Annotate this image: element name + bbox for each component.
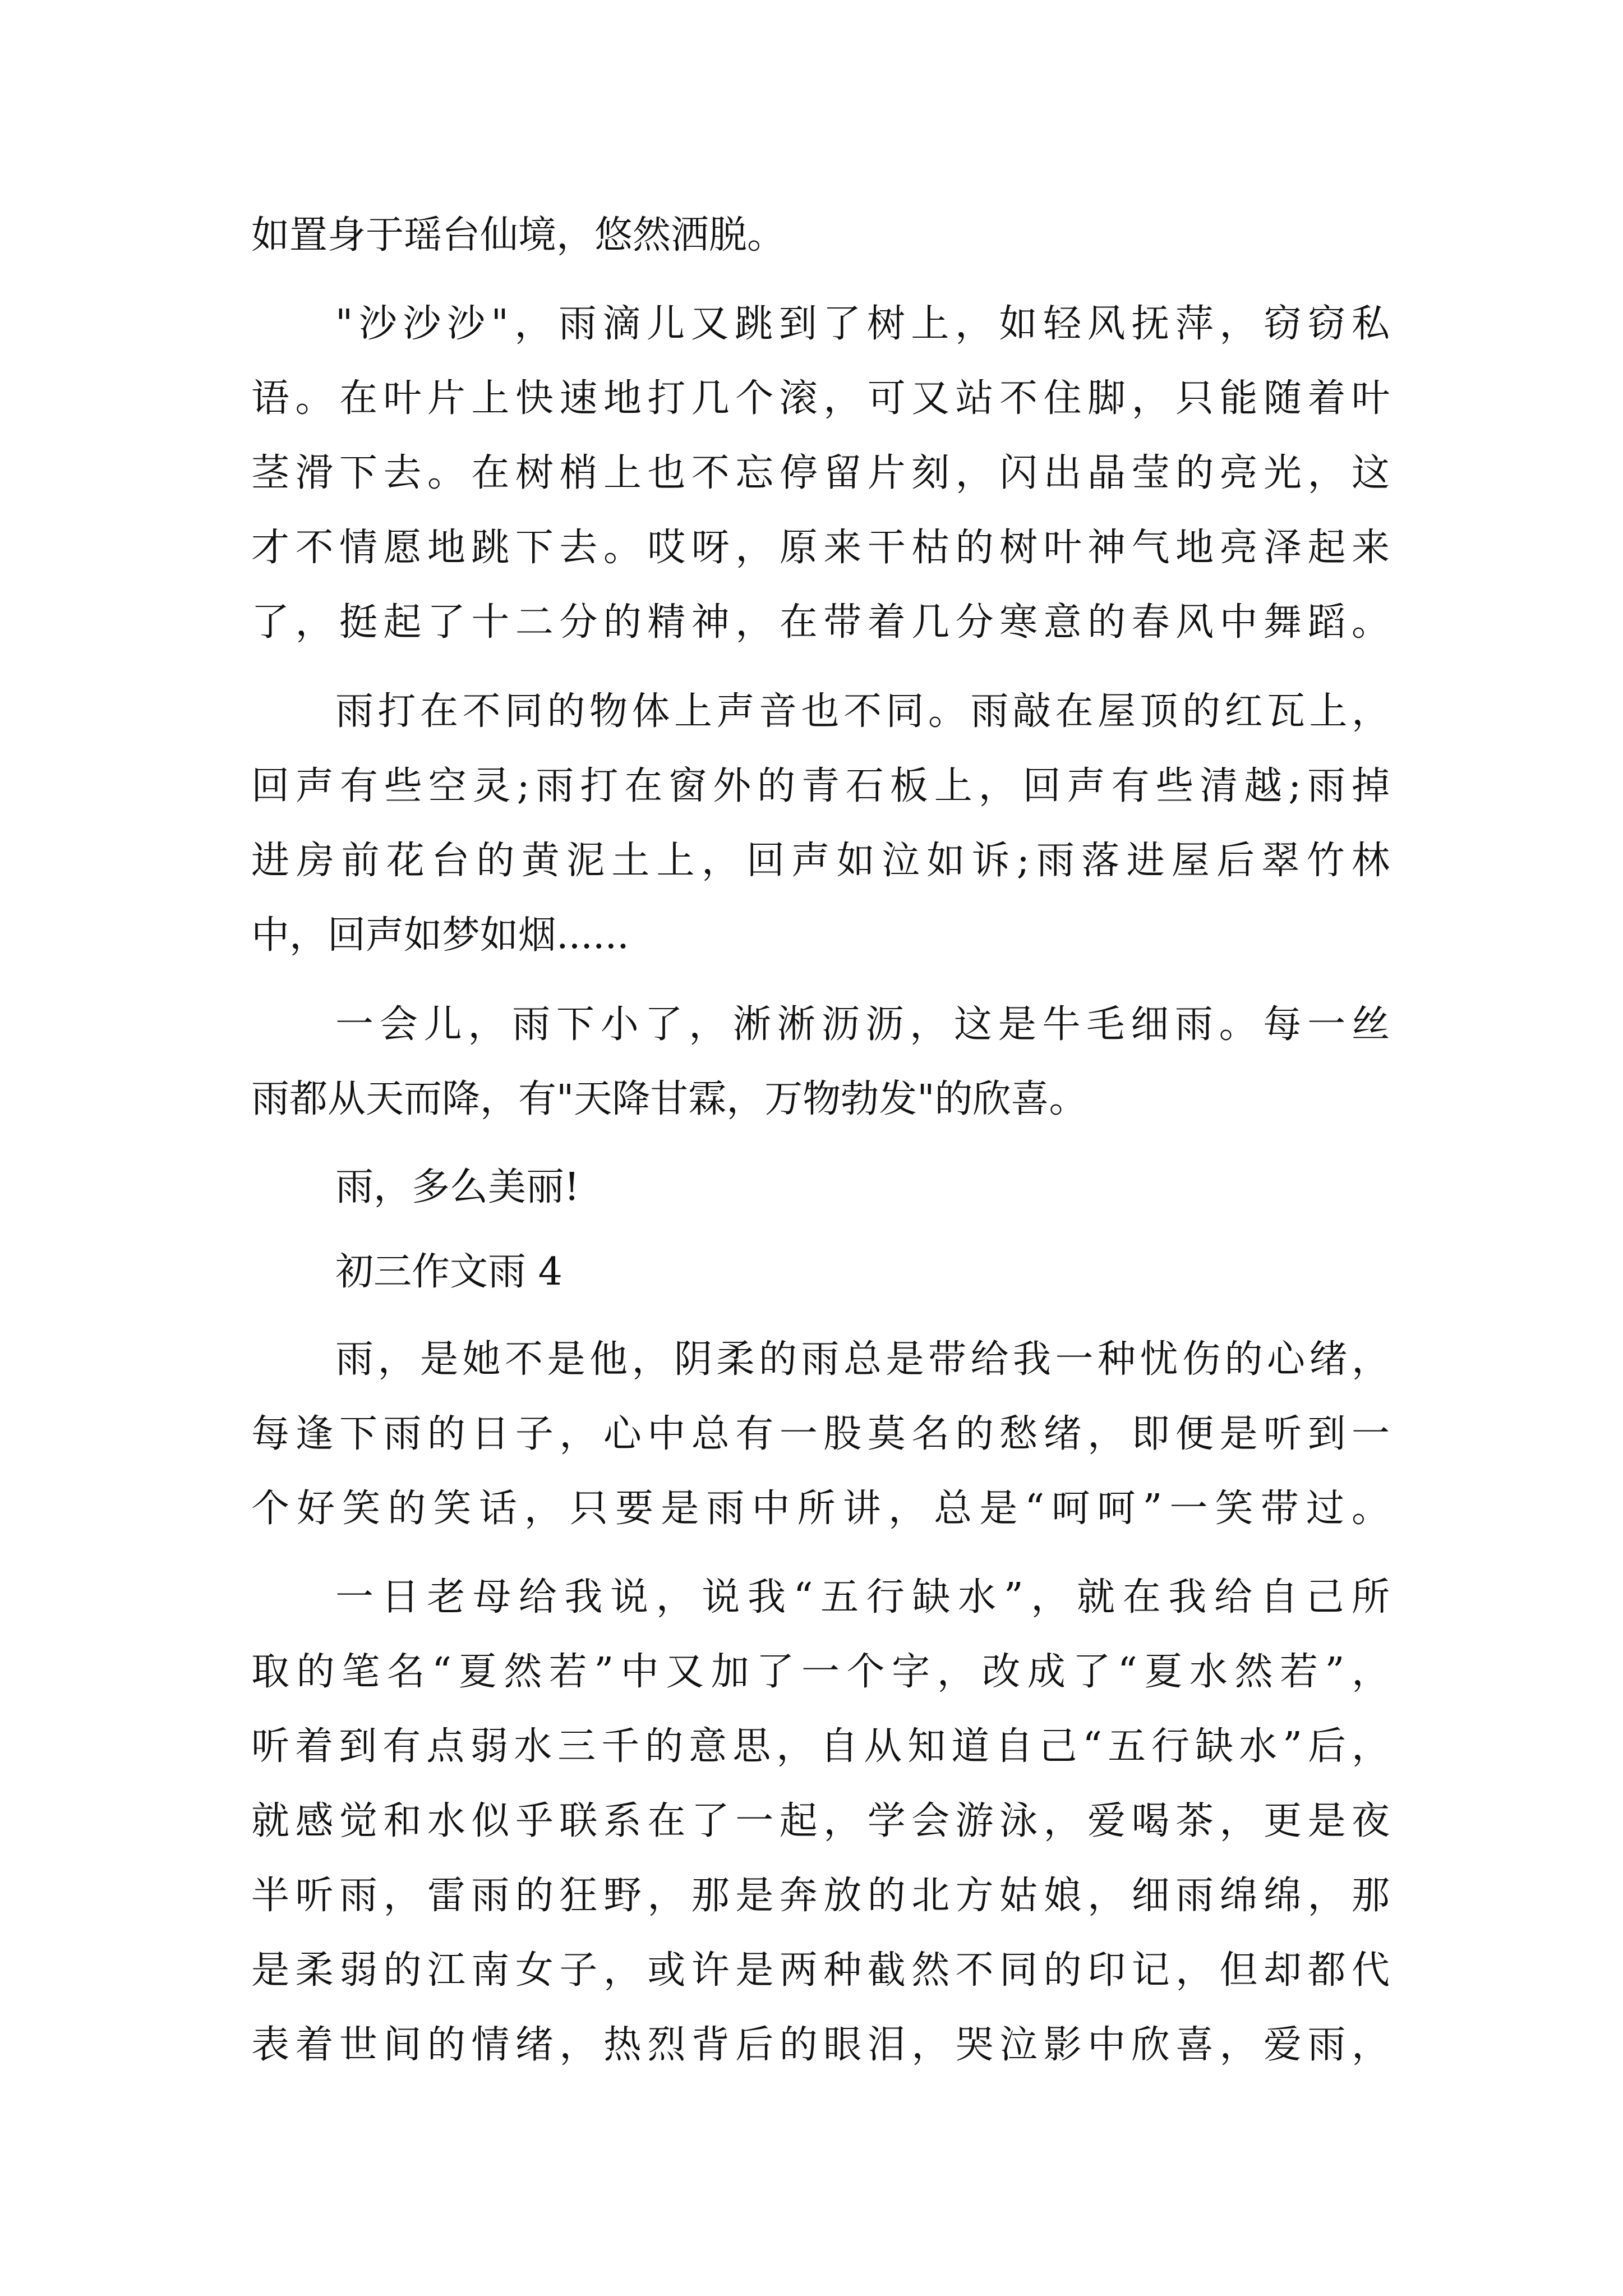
text-line: 听着到有点弱水三千的意思，自从知道自己“五行缺水”后， bbox=[251, 1724, 1390, 1769]
text-line: 半听雨，雷雨的狂野，那是奔放的北方姑娘，细雨绵绵，那 bbox=[251, 1874, 1390, 1918]
text-line: 每逢下雨的日子，心中总有一股莫名的愁绪，即便是听到一 bbox=[251, 1412, 1390, 1456]
paragraph-first-line: 雨，是她不是他，阴柔的雨总是带给我一种忧伤的心绪， bbox=[335, 1337, 1390, 1382]
text-line: 表着世间的情绪，热烈背后的眼泪，哭泣影中欣喜，爱雨， bbox=[251, 2023, 1390, 2067]
text-line: 才不情愿地跳下去。哎呀，原来干枯的树叶神气地亮泽起来 bbox=[251, 526, 1390, 570]
text-line: 就感觉和水似乎联系在了一起，学会游泳，爱喝茶，更是夜 bbox=[251, 1799, 1390, 1843]
paragraph-line: 雨，多么美丽! bbox=[335, 1165, 580, 1209]
text-line: 个好笑的笑话，只要是雨中所讲，总是“呵呵”一笑带过。 bbox=[251, 1487, 1390, 1531]
text-line: 回声有些空灵;雨打在窗外的青石板上，回声有些清越;雨掉 bbox=[251, 764, 1390, 808]
text-line: 了，挺起了十二分的精神，在带着几分寒意的春风中舞蹈。 bbox=[251, 600, 1390, 645]
text-line: 中，回声如梦如烟...... bbox=[251, 913, 629, 958]
text-line: 是柔弱的江南女子，或许是两种截然不同的印记，但却都代 bbox=[251, 1948, 1390, 1993]
text-line: 取的笔名“夏然若”中又加了一个字，改成了“夏水然若”， bbox=[251, 1650, 1390, 1694]
text-line: 雨都从天而降，有"天降甘霖，万物勃发"的欣喜。 bbox=[251, 1077, 1087, 1121]
section-heading: 初三作文雨 4 bbox=[335, 1250, 562, 1294]
paragraph-first-line: "沙沙沙"，雨滴儿又跳到了树上，如轻风抚萍，窃窃私 bbox=[335, 302, 1390, 346]
paragraph-first-line: 一日老母给我说，说我“五行缺水”，就在我给自己所 bbox=[335, 1575, 1390, 1619]
text-line: 茎滑下去。在树梢上也不忘停留片刻，闪出晶莹的亮光，这 bbox=[251, 451, 1390, 495]
text-line: 语。在叶片上快速地打几个滚，可又站不住脚，只能随着叶 bbox=[251, 376, 1390, 421]
text-line: 进房前花台的黄泥土上，回声如泣如诉;雨落进屋后翠竹林 bbox=[251, 839, 1390, 883]
paragraph-first-line: 雨打在不同的物体上声音也不同。雨敲在屋顶的红瓦上， bbox=[335, 689, 1390, 734]
paragraph-first-line: 一会儿，雨下小了，淅淅沥沥，这是牛毛细雨。每一丝 bbox=[335, 1002, 1390, 1047]
text-line: 如置身于瑶台仙境，悠然洒脱。 bbox=[251, 213, 786, 257]
